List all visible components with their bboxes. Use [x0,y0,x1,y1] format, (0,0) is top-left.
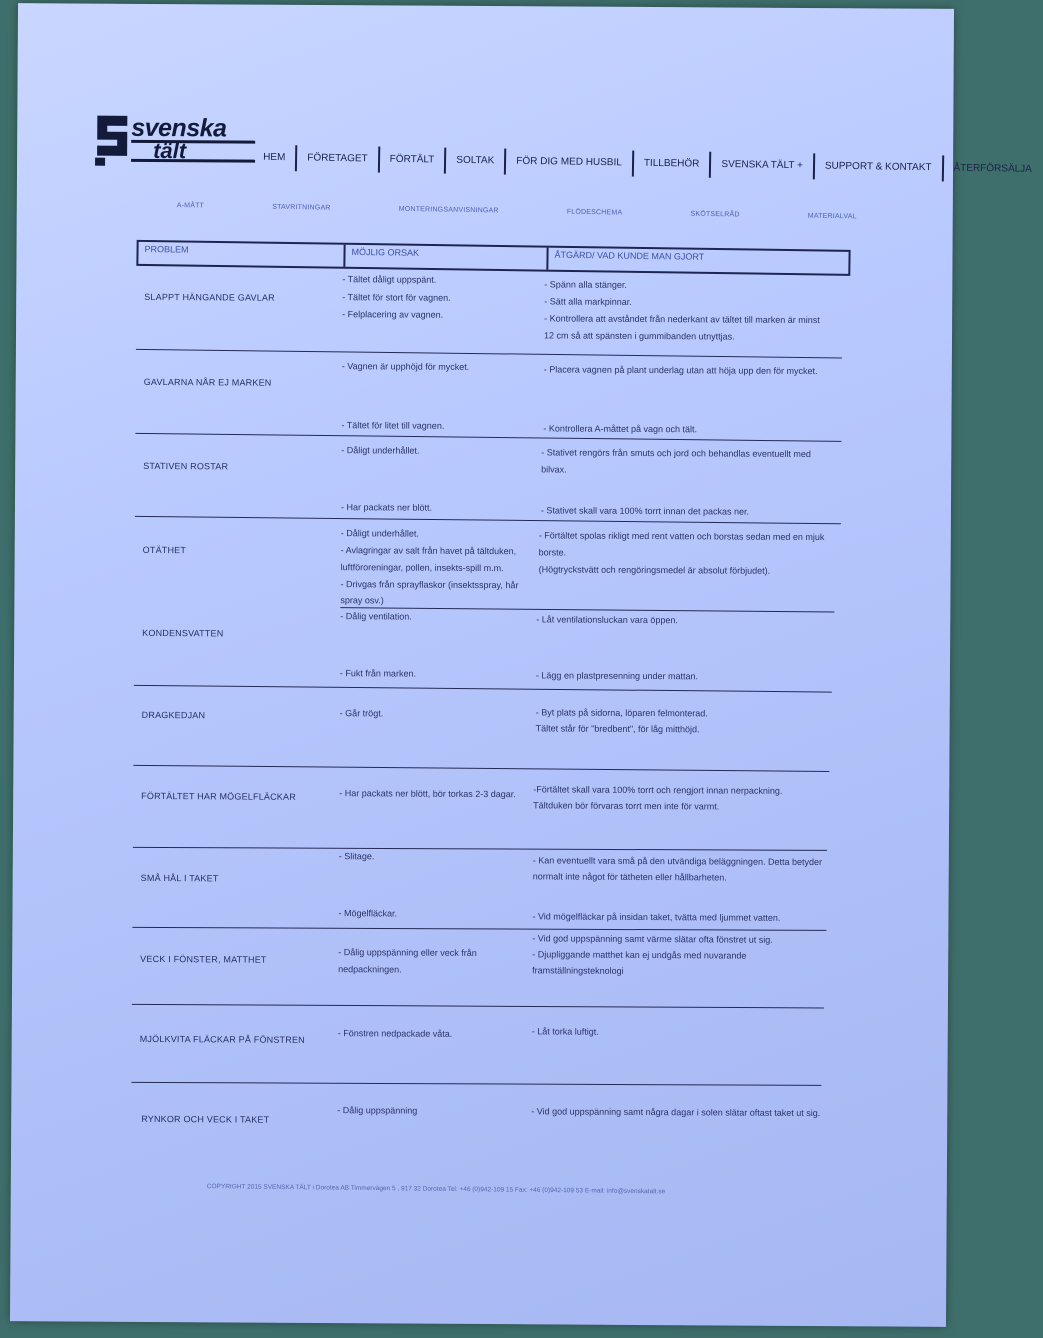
cause-line: - Slitage. [338,851,375,862]
action-line: - Kan eventuellt vara små på den utvändiga beläggningen. Detta betyder [532,855,823,868]
cause-line: luftföroreningar, pollen, insekts-spill m.m. [340,562,504,574]
nav-item-hem[interactable]: HEM [263,151,286,164]
table-header [136,240,850,276]
action-line: - Placera vagnen på plant underlag utan att höja upp den för mycket. [543,364,818,377]
row-divider [134,685,832,693]
action-line: Tältduken bör förvaras torrt men inte för varmt. [533,800,720,812]
nav-item-soltak[interactable]: SOLTAK [444,148,504,175]
logo-word-svenska: svenska [131,113,227,143]
cause-line: - Dålig uppspänning [337,1105,418,1116]
cause-line: - Går trögt. [339,708,384,719]
subnav-item-stavritningar[interactable]: STAVRITNINGAR [272,203,331,212]
action-line: - Stativet rengörs från smuts och jord och behandlas eventuellt med [541,447,811,460]
row-problem: MJÖLKVITA FLÄCKAR PÅ FÖNSTREN [139,1033,305,1045]
action-line: - Låt torka luftigt. [531,1026,599,1037]
cause-line: - Avlagringar av salt från havet på tältduken, [340,545,517,557]
cause-line: - Har packats ner blött, bör torkas 2-3 dagar. [339,788,516,800]
cause-line: nedpackningen. [338,964,402,975]
header-problem: PROBLEM [138,242,345,267]
nav-item-aterforsaljare[interactable]: ÅTERFÖRSÄLJA [941,155,1042,183]
row-problem: FÖRTÄLTET HAR MÖGELFLÄCKAR [141,790,296,802]
main-nav [253,143,1032,183]
nav-item-support[interactable]: SUPPORT & KONTAKT [813,153,942,181]
row-divider [133,847,827,851]
action-line: - Lägg en plastpresenning under mattan. [535,670,699,682]
cause-line: - Drivgas från sprayflaskor (insektsspray, hår [340,579,519,591]
logo-word-talt: tält [153,137,187,164]
nav-item-foretaget[interactable]: FÖRETAGET [295,145,378,172]
action-line: - Kontrollera att avståndet från nederkant av tältet till marken är minst [544,313,820,326]
cause-line: - Mögelfläckar. [338,908,398,919]
cause-line: - Tältet för litet till vagnen. [341,420,445,431]
action-line: Tältet står för "bredbent", för låg mitthöjd. [535,723,700,735]
subnav-item-skotselrad[interactable]: SKÖTSELRÅD [690,210,740,219]
cause-line: - Dåligt underhållet. [341,445,420,456]
row-problem: KONDENSVATTEN [142,627,224,639]
cause-line: - Felplacering av vagnen. [342,309,444,320]
action-line: - Sätt alla markpinnar. [544,296,632,307]
cause-line: spray osv.) [340,595,384,606]
cause-line: - Tältet dåligt uppspänt. [342,274,437,285]
cause-line: - Dåligt underhållet. [340,528,419,539]
document-sheet [10,3,1032,1327]
cause-line: - Fukt från marken. [339,668,417,679]
action-line: 12 cm så att spänsten i gummibanden utnyttjas. [543,330,735,342]
action-line: - Stativet skall vara 100% torrt innan det packas ner. [540,505,750,517]
action-line: - Vid god uppspänning samt värme slätar ofta fönstret ut sig. [532,933,773,945]
subnav-item-materialval[interactable]: MATERIALVAL [807,212,857,221]
nav-item-tillbehor[interactable]: TILLBEHÖR [632,151,710,178]
action-line: - Kontrollera A-måttet på vagn och tält. [543,423,698,435]
row-problem: STATIVEN ROSTAR [143,460,229,472]
action-line: - Vid god uppspänning samt några dagar i solen slätar oftast taket ut sig. [531,1106,821,1119]
nav-item-svenska-talt-plus[interactable]: SVENSKA TÄLT + [709,152,813,180]
row-problem: DRAGKEDJAN [141,709,206,721]
logo-word-talt-box [131,137,255,164]
action-line: - Vid mögelfläckar på insidan taket, tvätta med ljummet vatten. [532,911,781,923]
row-problem: VECK I FÖNSTER, MATTHET [140,953,267,965]
action-line: bilvax. [541,464,567,475]
action-line: normalt inte något för tätheten eller hållbarheten. [532,871,727,883]
action-line: borste. [538,547,567,558]
cause-line: - Har packats ner blött. [340,502,433,513]
cause-line: - Fönstren nedpackade våta. [337,1028,453,1039]
header-action: ÅTGÄRD/ VAD KUNDE MAN GJORT [554,249,705,262]
action-line: - Byt plats på sidorna, löparen felmonterad. [535,707,708,719]
row-problem: OTÄTHET [142,544,187,556]
subnav-item-monteringsanvisningar[interactable]: MONTERINGSANVISNINGAR [398,205,499,215]
row-problem: RYNKOR OCH VECK I TAKET [141,1113,270,1125]
copyright-footer: COPYRIGHT 2015 SVENSKA TÄLT i Dorotea AB Timmervägen 5 , 917 32 Dorotea Tel: +46 (0)942-109 15 Fax: +46 (0)942-109 53 E-mail: info@svenskatalt.se [206,1183,666,1196]
header-cause: MÖJLIG ORSAK [345,245,548,270]
cause-line: - Dålig ventilation. [340,611,412,622]
sub-nav [177,202,857,220]
row-divider [131,1082,821,1086]
cause-line: - Vagnen är upphöjd för mycket. [341,361,470,372]
cause-line: - Tältet för stort för vagnen. [342,292,451,303]
nav-item-fortalt[interactable]: FÖRTÄLT [377,147,444,174]
action-line: - Förtältet spolas rikligt med rent vatten och borstas sedan med en mjuk [538,530,825,543]
action-line: (Högtryckstvätt och rengöringsmedel är absolut förbjudet). [538,564,771,576]
action-line: -Förtältet skall vara 100% torrt och rengjort innan nerpackning. [533,784,783,796]
row-problem: SMÅ HÅL I TAKET [140,872,219,884]
action-line: framställningsteknologi [532,965,624,976]
row-divider [133,765,829,772]
logo-mark-icon [91,112,133,166]
svenska-talt-logo [91,112,259,167]
action-line: - Djupliggande matthet kan ej undgås med nuvarande [532,949,747,961]
action-line: - Spänn alla stänger. [544,279,627,290]
row-divider [132,927,826,931]
subnav-item-flodeschema[interactable]: FLÖDESCHEMA [566,208,623,217]
action-line: - Låt ventilationsluckan vara öppen. [536,614,678,626]
row-divider [136,349,842,359]
row-divider [135,433,841,442]
nav-item-husbil[interactable]: FÖR DIG MED HUSBIL [504,149,632,177]
row-divider [132,1004,824,1009]
cause-line: - Dålig uppspänning eller veck från [338,947,477,958]
row-problem: GAVLARNA NÅR EJ MARKEN [143,376,272,388]
subnav-item-a-matt[interactable]: A-MÅTT [176,202,205,210]
row-problem: SLAPPT HÄNGANDE GAVLAR [144,291,275,303]
